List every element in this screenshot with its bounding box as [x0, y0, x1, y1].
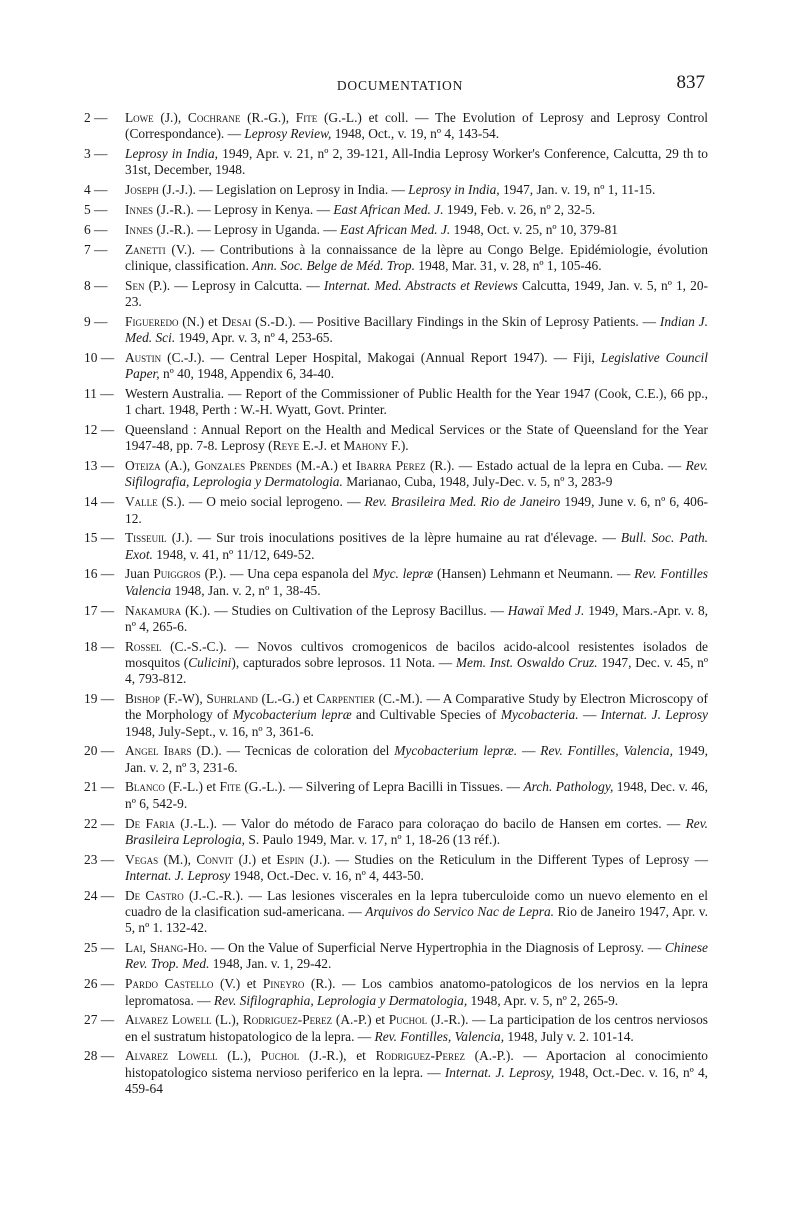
publication-title: Rev. Fontilles Valencia [125, 566, 708, 598]
publication-title: Arch. Pathology, [523, 779, 614, 795]
reference-number: 5 — [84, 201, 108, 217]
publication-title: Leprosy Review, [244, 126, 332, 142]
reference-text: — [517, 743, 541, 759]
reference-number: 19 — [84, 691, 115, 706]
author-name: De Castro [125, 887, 184, 903]
reference-entry [84, 691, 708, 740]
reference-entry [84, 494, 708, 527]
reference-number: 4 — [84, 182, 108, 198]
author-name: Fite [219, 779, 241, 795]
reference-number: 17 — [84, 602, 115, 618]
publication-title: Rev. Sifilographia, Leprologia y Dermatologia, [213, 992, 468, 1008]
reference-number: 16 — [84, 566, 115, 582]
reference-number: 9 — [84, 313, 108, 329]
reference-entry [84, 314, 708, 347]
reference-text: 1949, Apr. v. 3, nº 4, 253-65. [175, 330, 333, 346]
reference-text: (D.). — Tecnicas de coloration del [191, 743, 395, 759]
reference-entry [84, 222, 708, 238]
reference-text: 1948, Dec. v. 46, nº 6, 542-9. [125, 779, 708, 811]
publication-title: Rev. Fontilles, Valencia, [374, 1028, 505, 1044]
reference-entry [84, 182, 708, 198]
author-name: Figueredo [125, 313, 179, 329]
publication-title: Mycobacterium lepræ. [394, 743, 518, 759]
reference-entry [84, 350, 708, 383]
reference-number: 22 — [84, 815, 115, 831]
publication-title: Hawaï Med J. [507, 602, 585, 618]
reference-number: 3 — [84, 146, 108, 162]
reference-entry [84, 386, 708, 419]
reference-text: (K.). — Studies on Cultivation of the Leprosy Bacillus. — [181, 602, 508, 618]
reference-text: (V.). — Contributions à la connaissance de la lèpre au Congo Belge. Epidémiologie, évolution clinique, classification. [125, 241, 708, 273]
author-name: Mahony [343, 438, 388, 454]
publication-title: Arquivos do Servico Nac de Lepra. [365, 904, 555, 920]
reference-text: 1948, July v. 2. 101-14. [504, 1028, 634, 1044]
reference-number: 28 — [84, 1048, 115, 1064]
reference-text: (A.), [160, 458, 195, 474]
reference-number: 24 — [84, 887, 115, 903]
reference-text: (P.). — Leprosy in Calcutta. — [144, 277, 324, 293]
reference-text: (C.-M.). — A Comparative Study by Electron Microscopy of the Morphology of [125, 691, 708, 723]
reference-number: 13 — [84, 458, 115, 474]
publication-title: Leprosy in India, [408, 182, 500, 198]
reference-entry [84, 1012, 708, 1045]
reference-text: (J.) et [233, 851, 277, 867]
reference-text: 1949, Mars.-Apr. v. 8, nº 4, 265-6. [125, 602, 708, 634]
reference-text: 1948, Oct. v. 25, nº 10, 379-81 [450, 221, 618, 237]
reference-number: 14 — [84, 494, 115, 510]
reference-number: 12 — [84, 422, 115, 438]
reference-text: (C.-S.-C.). — Novos cultivos cromogenicos de bacilos acido-alcool resistentes isolados de mosquitos ( [125, 638, 708, 670]
reference-number: 23 — [84, 851, 115, 867]
reference-text: 1948, Oct.-Dec. v. 16, nº 4, 459-64 [125, 1064, 709, 1097]
reference-text: 1948, Mar. 31, v. 28, nº 1, 105-46. [414, 257, 602, 273]
publication-title: Rev. Brasileira Med. Rio de Janeiro [364, 494, 561, 510]
author-name: Espin [276, 851, 305, 867]
reference-entry [84, 779, 708, 812]
reference-text: (J.-R.). — Leprosy in Uganda. — [152, 221, 341, 237]
reference-number: 7 — [84, 241, 108, 257]
author-name: Cochrane [187, 110, 241, 125]
reference-text: 1947, Jan. v. 19, nº 1, 11-15. [499, 182, 656, 198]
reference-text: 1949, June v. 6, nº 6, 406-12. [125, 494, 708, 526]
reference-text: 1949, Jan. v. 2, nº 3, 231-6. [125, 743, 708, 775]
author-name: Rossel [125, 638, 162, 654]
reference-text: (R.). — Estado actual de la lepra en Cuba. — [425, 458, 686, 474]
publication-title: Ann. Soc. Belge de Méd. Trop. [252, 257, 415, 273]
reference-entry [84, 603, 708, 636]
reference-text: 1948, v. 41, nº 11/12, 649-52. [152, 546, 315, 562]
reference-number: 27 — [84, 1012, 115, 1028]
publication-title: Chinese Rev. Trop. Med. [125, 940, 708, 972]
author-name: Vegas [125, 851, 159, 867]
reference-number: 20 — [84, 743, 115, 759]
author-name: Ibarra Perez [355, 458, 426, 474]
reference-number: 25 — [84, 940, 115, 956]
reference-entry [84, 110, 708, 143]
publication-title: Indian J. Med. Sci. [125, 313, 708, 346]
page-header [0, 72, 800, 102]
reference-text: 1948, Apr. v. 5, nº 2, 265-9. [467, 992, 619, 1008]
author-name: Austin [125, 349, 162, 365]
reference-text: (G.-L.) et coll. — The Evolution of Leprosy and Leprosy Control (Correspondance). — [125, 110, 708, 142]
reference-text: (F.-W), [159, 691, 207, 706]
reference-number: 6 — [84, 221, 108, 237]
reference-entry [84, 976, 708, 1009]
author-name: Carpentier [316, 691, 375, 706]
author-name: Sen [125, 277, 145, 293]
publication-title: Bull. Soc. Path. Exot. [125, 530, 708, 562]
reference-entry [84, 940, 708, 973]
reference-entry [84, 566, 708, 599]
author-name: Rodriguez-Perez [242, 1012, 333, 1028]
author-name: Fite [295, 110, 318, 125]
reference-entry [84, 278, 708, 311]
reference-text: (M.), [158, 851, 197, 867]
author-name: Pardo Castello [125, 976, 214, 992]
reference-text: 1948, Oct.-Dec. v. 16, nº 4, 443-50. [230, 867, 424, 883]
reference-text: (J.), [153, 110, 188, 125]
reference-text: (V.) et [213, 976, 263, 992]
reference-text: (N.) et [178, 313, 222, 329]
reference-number: 8 — [84, 277, 108, 293]
reference-text: nº 40, 1948, Appendix 6, 34-40. [159, 366, 335, 382]
publication-title: Myc. lepræ [372, 566, 434, 582]
publication-title: Legislative Council Paper, [125, 349, 708, 382]
publication-title: Mem. Inst. Oswaldo Cruz. [455, 654, 598, 670]
reference-number: 15 — [84, 530, 115, 546]
publication-title: Internat. J. Leprosy [600, 707, 708, 723]
reference-text: . — On the Value of Superficial Nerve Hypertrophia in the Diagnosis of Leprosy. — [203, 940, 665, 956]
reference-text: Juan [125, 566, 154, 582]
reference-text: S. Paulo 1949, Mar. v. 17, nº 1, 18-26 (13 réf.). [245, 831, 501, 847]
reference-text: (J.-R.), et [299, 1048, 376, 1064]
publication-title: Leprosy in India, [125, 146, 219, 162]
reference-text: E.-J. et [299, 438, 344, 454]
publication-title: Mycobacteria. [500, 707, 579, 723]
author-name: Puchol [260, 1048, 300, 1064]
reference-entry [84, 743, 708, 776]
publication-title: Rev. Sifilografia, Leprologia y Dermatologia. [125, 458, 709, 490]
author-name: Puiggros [153, 566, 201, 582]
reference-text: (J.-R.). — Leprosy in Kenya. — [152, 201, 334, 217]
author-name: Valle [125, 494, 158, 510]
reference-entry [84, 146, 708, 179]
reference-entry [84, 530, 708, 563]
author-name: Desai [221, 313, 252, 329]
reference-text: — [578, 707, 601, 723]
reference-text: 1948, Jan. v. 1, 29-42. [209, 956, 332, 972]
reference-entry [84, 852, 708, 885]
author-name: Alvarez Lowell [125, 1048, 218, 1064]
publication-title: East African Med. J. [333, 201, 444, 217]
publication-title: East African Med. J. [340, 221, 451, 237]
author-name: Puchol [388, 1012, 428, 1028]
reference-text: and Cultivable Species of [351, 707, 501, 723]
author-name: Joseph [125, 182, 159, 198]
reference-text: 1948, Jan. v. 2, nº 1, 38-45. [171, 582, 321, 598]
reference-text: Queensland : Annual Report on the Health and Medical Services or the State of Queensland for the Year 1947-48, pp. 7-8. Leprosy ( [125, 422, 708, 454]
publication-title: Internat. Med. Abstracts et Reviews [323, 277, 518, 293]
reference-entry [84, 816, 708, 849]
reference-text: Western Australia. — Report of the Commissioner of Public Health for the Year 1947 (Cook, C.E.), 66 pp., 1 chart. 1948, Perth : W.-H. Wyatt, Govt. Printer. [125, 385, 708, 418]
author-name: Lai, Shang-Ho [125, 940, 204, 956]
reference-text: (M.-A.) et [291, 458, 356, 474]
reference-text: (J.-J.). — Legislation on Leprosy in India. — [158, 182, 409, 198]
reference-text: (A.-P.) et [332, 1012, 389, 1028]
author-name: Rodriguez-Perez [375, 1048, 465, 1064]
reference-text: 1949, Feb. v. 26, nº 2, 32-5. [443, 201, 596, 217]
reference-text: (Hansen) Lehmann et Neumann. — [433, 566, 635, 582]
reference-text: (P.). — Una cepa espanola del [200, 566, 373, 582]
reference-text: (J.-L.). — Valor do método de Faraco para coloraçao do bacilo de Hansen em cortes. — [174, 815, 686, 831]
reference-number: 2 — [84, 110, 108, 125]
reference-text: (F.-L.) et [164, 779, 220, 795]
reference-entry [84, 202, 708, 218]
reference-text: (R.-G.), [240, 110, 296, 125]
reference-text: (R.). — Los cambios anatomo-patologicos de los nervios en la lepra lepromatosa. — [125, 976, 708, 1008]
reference-number: 26 — [84, 976, 115, 992]
author-name: Angel Ibars [125, 743, 192, 759]
reference-text: Calcutta, 1949, Jan. v. 5, nº 1, 20-23. [125, 277, 708, 309]
reference-number: 11 — [84, 385, 114, 401]
reference-text: 1948, July-Sept., v. 16, nº 3, 361-6. [125, 723, 314, 739]
page-number: 837 [676, 72, 705, 93]
author-name: Oteiza [125, 458, 161, 474]
reference-number: 18 — [84, 638, 115, 654]
reference-text: F.). [387, 438, 409, 454]
reference-text: 1947, Dec. v. 45, nº 4, 793-812. [125, 654, 709, 687]
author-name: Innes [125, 201, 153, 217]
running-title: DOCUMENTATION [336, 78, 464, 93]
reference-text: (S.-D.). — Positive Bacillary Findings in the Skin of Leprosy Patients. — [251, 313, 660, 329]
reference-text: (G.-L.). — Silvering of Lepra Bacilli in Tissues. — [240, 779, 524, 795]
publication-title: Culicini [188, 654, 232, 670]
reference-entry [84, 458, 708, 491]
author-name: Convit [196, 851, 234, 867]
reference-text: (L.), [217, 1048, 261, 1064]
reference-entry [84, 422, 708, 455]
reference-text: (J.). — Studies on the Reticulum in the Different Types of Leprosy — [304, 851, 709, 867]
reference-text: Marianao, Cuba, 1948, July-Dec. v. 5, nº 3, 283-9 [342, 474, 613, 490]
reference-text: Rio de Janeiro 1947, Apr. v. 5, nº 1. 132-42. [125, 904, 708, 936]
reference-text: (J.). — Sur trois inoculations positives de la lèpre humaine au rat d'élevage. — [166, 530, 621, 546]
author-name: Suhrland [206, 691, 258, 706]
author-name: Innes [125, 221, 153, 237]
reference-number: 21 — [84, 779, 115, 795]
reference-entry [84, 1048, 708, 1097]
reference-text: (A.-P.). — Aportacion al conocimiento histopatologico sistema nervioso periferico en la lepra. — [125, 1048, 708, 1080]
author-name: Alvarez Lowell [125, 1012, 212, 1028]
reference-text: (J.-C.-R.). — Las lesiones viscerales en la lepra tuberculoide como un nuevo elemento en el cuadro de la clasification sud-americana. — [125, 887, 708, 920]
reference-number: 10 — [84, 349, 115, 365]
reference-list [84, 110, 708, 1101]
reference-text: (S.). — O meio social leprogeno. — [157, 494, 365, 510]
author-name: Tisseuil [125, 530, 167, 546]
author-name: Blanco [125, 779, 165, 795]
reference-text: ), capturados sobre leprosos. 11 Nota. — [231, 654, 456, 670]
author-name: De Faria [125, 815, 175, 831]
publication-title: Internat. J. Leprosy, [444, 1064, 555, 1080]
reference-text: 1949, Apr. v. 21, nº 2, 39-121, All-India Leprosy Worker's Conference, Calcutta, 29 th to 31st, December, 1948. [125, 146, 709, 178]
author-name: Gonzales Prendes [194, 458, 292, 474]
author-name: Bishop [125, 691, 160, 706]
publication-title: Mycobacterium lepræ [232, 707, 352, 723]
reference-text: (C.-J.). — Central Leper Hospital, Makogai (Annual Report 1947). — Fiji, [161, 349, 601, 365]
author-name: Lowe [125, 110, 154, 125]
publication-title: Rev. Brasileira Leprologia, [125, 815, 709, 847]
author-name: Zanetti [125, 241, 166, 257]
author-name: Reye [272, 438, 300, 454]
author-name: Nakamura [125, 602, 182, 618]
reference-text: (L.), [211, 1012, 243, 1028]
author-name: Pineyro [262, 976, 305, 992]
publication-title: Internat. J. Leprosy [125, 867, 231, 883]
reference-text: 1948, Oct., v. 19, nº 4, 143-54. [331, 126, 500, 142]
reference-text: (J.-R.). — La participation de los centros nerviosos en el sustratum histopatologico de la lepra. — [125, 1012, 708, 1044]
reference-entry [84, 639, 708, 688]
reference-text: (L.-G.) et [257, 691, 317, 706]
reference-entry [84, 888, 708, 937]
publication-title: Rev. Fontilles, Valencia, [540, 743, 673, 759]
reference-entry [84, 242, 708, 275]
